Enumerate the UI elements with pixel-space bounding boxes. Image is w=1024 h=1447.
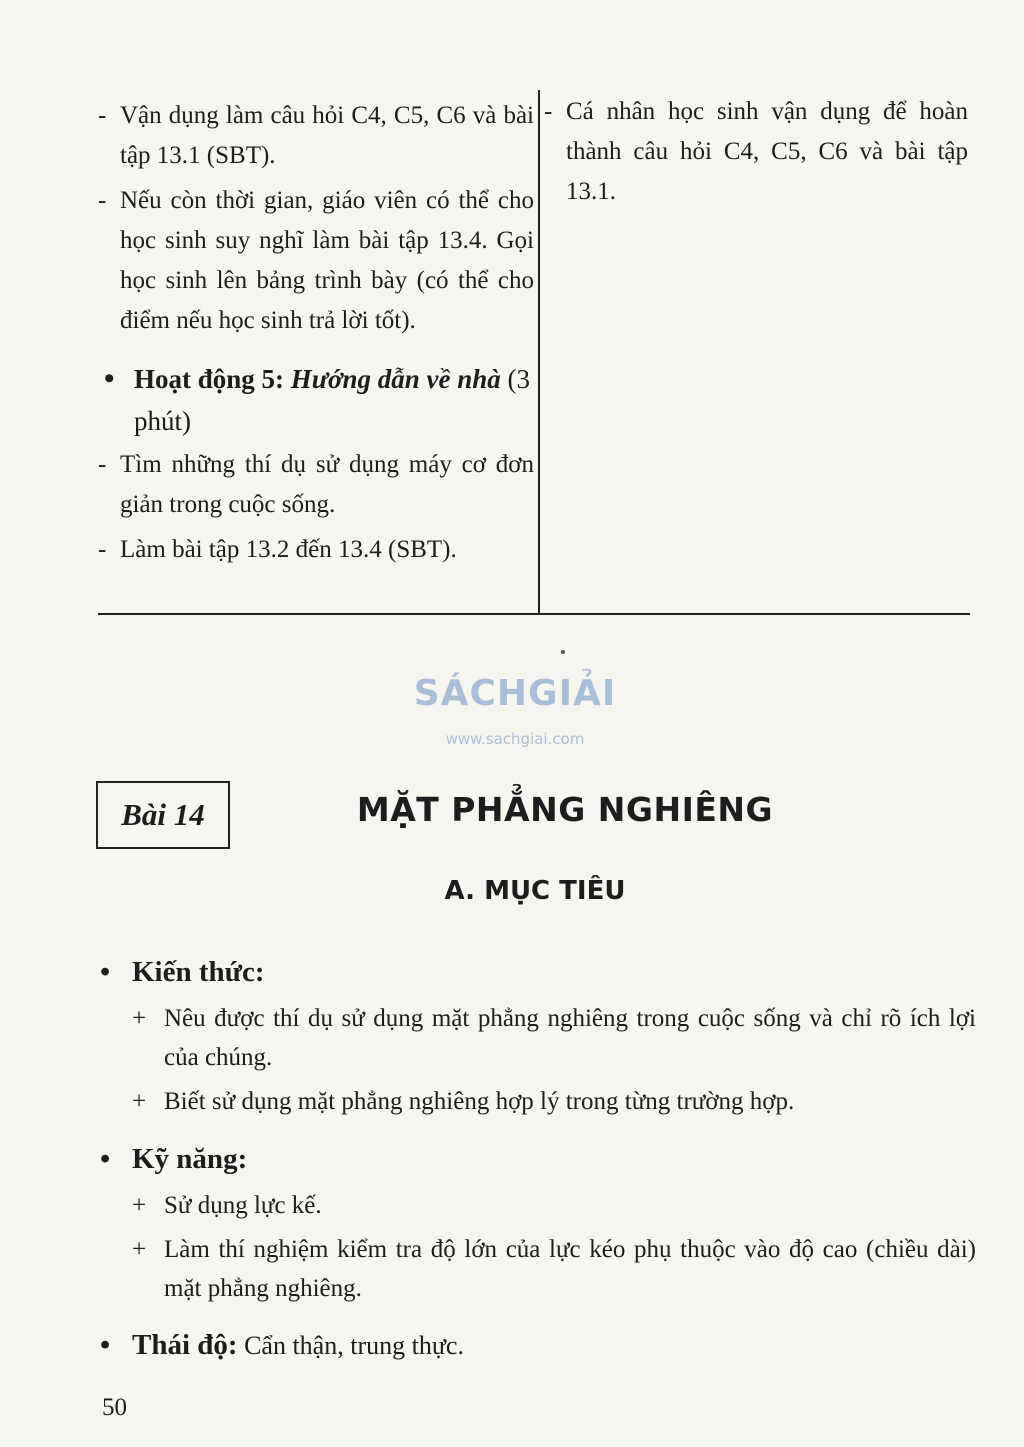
objective-heading	[98, 952, 978, 992]
item-text: Sử dụng lực kế.	[164, 1192, 322, 1219]
item-text: Vận dụng làm câu hỏi C4, C5, C6 và bài tập 13.1 (SBT).	[120, 102, 534, 169]
bullet-marker: •	[100, 1329, 111, 1361]
objective-item	[132, 1186, 976, 1225]
scan-speck	[561, 650, 565, 654]
activity-label: Hoạt động 5:	[134, 364, 291, 394]
lesson-title: MẶT PHẲNG NGHIÊNG	[356, 790, 774, 829]
dash-marker: -	[544, 98, 553, 125]
activity-title: Hướng dẫn về nhà	[290, 364, 501, 394]
watermark-url: www.sachgiai.com	[445, 730, 585, 748]
item-text: Cá nhân học sinh vận dụng để hoàn thành câu hỏi C4, C5, C6 và bài tập 13.1.	[566, 98, 968, 205]
column-divider	[538, 90, 540, 613]
list-item	[98, 530, 534, 570]
heading-text: Kiến thức:	[132, 956, 265, 988]
watermark	[400, 672, 630, 748]
section-title: A. MỤC TIÊU	[444, 876, 626, 906]
objective-heading	[98, 1139, 978, 1179]
objective-knowledge	[98, 952, 978, 1121]
lesson-number-box	[96, 781, 230, 849]
item-text: Nếu còn thời gian, giáo viên có thể cho học sinh suy nghĩ làm bài tập 13.4. Gọi học sinh lên bảng trình bày (có thể cho điểm nếu học sinh trả lời tốt).	[120, 187, 534, 334]
item-text: Biết sử dụng mặt phẳng nghiêng hợp lý trong từng trường hợp.	[164, 1088, 795, 1115]
dash-marker: -	[98, 536, 107, 563]
bullet-marker: •	[104, 362, 115, 395]
activity-table	[98, 90, 970, 615]
dash-marker: -	[98, 451, 107, 478]
objective-item	[132, 1230, 976, 1308]
item-text: Làm thí nghiệm kiểm tra độ lớn của lực kéo phụ thuộc vào độ cao (chiều dài) mặt phẳng nghiêng.	[164, 1236, 976, 1302]
activity-duration: (3 phút)	[134, 364, 530, 436]
plus-marker: +	[132, 1236, 147, 1263]
student-column	[544, 90, 968, 212]
plus-marker: +	[132, 1192, 147, 1219]
page-number: 50	[102, 1394, 127, 1421]
list-item	[544, 92, 968, 212]
bullet-marker: •	[100, 956, 111, 988]
list-item	[98, 181, 534, 341]
heading-text: Kỹ năng:	[132, 1143, 248, 1175]
list-item	[98, 445, 534, 525]
lesson-number: Bài 14	[121, 797, 205, 832]
watermark-logo: SÁCHGIẢI	[413, 673, 617, 714]
item-text: Làm bài tập 13.2 đến 13.4 (SBT).	[120, 536, 457, 563]
heading-text: Thái độ:	[132, 1329, 238, 1361]
plus-marker: +	[132, 1088, 147, 1115]
objective-skills	[98, 1139, 978, 1308]
objective-item	[132, 999, 976, 1077]
bullet-marker: •	[100, 1143, 111, 1175]
objective-attitude	[98, 1325, 978, 1366]
attitude-text: Cẩn thận, trung thực.	[237, 1331, 464, 1360]
objective-heading	[98, 1325, 978, 1366]
item-text: Nêu được thí dụ sử dụng mặt phẳng nghiêng trong cuộc sống và chỉ rõ ích lợi của chúng.	[164, 1005, 976, 1071]
item-text: Tìm những thí dụ sử dụng máy cơ đơn giản trong cuộc sống.	[120, 451, 534, 518]
list-item	[98, 96, 534, 176]
activity-heading	[98, 358, 534, 442]
dash-marker: -	[98, 102, 107, 129]
objective-item	[132, 1082, 976, 1121]
dash-marker: -	[98, 187, 107, 214]
teacher-column	[98, 90, 534, 570]
plus-marker: +	[132, 1005, 147, 1032]
